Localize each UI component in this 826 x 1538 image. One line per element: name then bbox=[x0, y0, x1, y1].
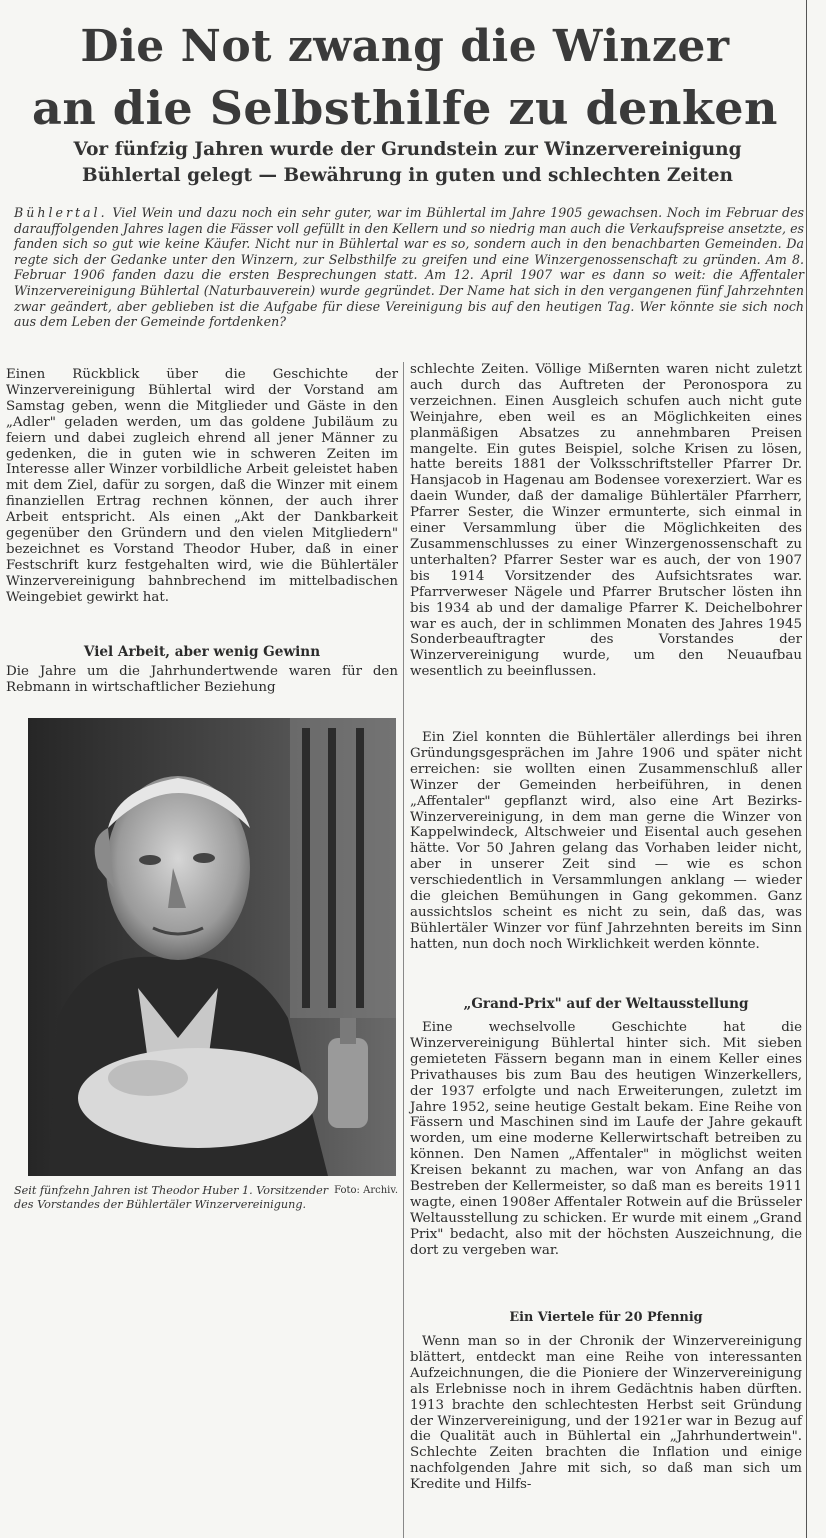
photo-caption bbox=[14, 1184, 398, 1213]
portrait-photo-graphic bbox=[28, 718, 396, 1176]
right-paragraph-2: Ein Ziel konnten die Bühlertäler allerdings bei ihren Gründungsgesprächen im Jahre 1906 und später nicht erreichen: sie wollten einen Zusammenschluß aller Winzer der Gemeinden herbeiführen, in denen „Affentaler" gepflanzt wird, also eine Art Bezirks-Winzervereinigung, in dem man gerne die Winzer von Kappelwindeck, Altschweier und Eisental auch gesehen hätte. Vor 50 Jahren gelang das Vorhaben leider nicht, aber in unserer Zeit sind — wie es schon verschiedentlich in Versammlungen anklang — wieder die gleichen Bemühungen in Gang gekommen. Ganz aussichtslos scheint es nicht zu sein, daß das, was Bühlertäler Winzer vor fünf Jahrzehnten bereits im Sinn hatten, nun doch noch Wirklichkeit werden könnte. bbox=[410, 730, 802, 952]
lead-text: Viel Wein und dazu noch ein sehr guter, war im Bühlertal im Jahre 1905 gewachsen. Noch im Februar des darauffolgenden Jahres lagen die Fässer voll gefüllt in den Kellern und so niedrig man auch die Verkaufspreise ansetzte, es fanden sich so gut wie keine Käufer. Nicht nur in Bühlertal war es so, sondern auch in den benachbarten Gemeinden. Da regte sich der Gedanke unter den Winzern, zur Selbsthilfe zu greifen und eine Winzergenossenschaft zu gründen. Am 8. Februar 1906 fanden dazu die ersten Besprechungen statt. Am 12. April 1907 war es dann so weit: die Affentaler Winzervereinigung Bühlertal (Naturbauverein) wurde gegründet. Der Name hat sich in den vergangenen fünf Jahrzehnten zwar geändert, aber geblieben ist die Aufgabe für diese Vereinigung bis auf den heutigen Tag. Wer könnte sie sich noch aus dem Leben der Gemeinde fortdenken? bbox=[14, 205, 804, 330]
deck-line-1: Vor fünfzig Jahren wurde der Grundstein zur Winzervereinigung bbox=[73, 139, 742, 160]
right-column-rule bbox=[806, 0, 807, 1538]
subhead-viel-arbeit: Viel Arbeit, aber wenig Gewinn bbox=[83, 644, 321, 660]
dateline: Bühlertal. bbox=[14, 205, 108, 220]
subhead-viertele: Ein Viertele für 20 Pfennig bbox=[509, 1310, 703, 1325]
caption-text: Seit fünfzehn Jahren ist Theodor Huber 1. Vorsitzender des Vorstandes der Bühlertäler Winzervereinigung. bbox=[14, 1184, 329, 1212]
headline-line-1: Die Not zwang die Winzer bbox=[80, 21, 730, 72]
portrait-photo bbox=[28, 718, 396, 1176]
subhead-grand-prix: „Grand-Prix" auf der Weltausstellung bbox=[463, 996, 749, 1012]
center-column-rule bbox=[403, 362, 404, 1538]
right-paragraph-3: Eine wechselvolle Geschichte hat die Winzervereinigung Bühlertal hinter sich. Mit sieben gemieteten Fässern begann man in einem Keller eines Privathauses bis zum Bau des heutigen Winzerkellers, der 1937 erfolgte und nach Erweiterungen, zuletzt im Jahre 1952, seine heutige Gestalt bekam. Eine Reihe von Fässern und Maschinen sind im Laufe der Jahre gekauft worden, um eine moderne Kellerwirtschaft betreiben zu können. Den Namen „Affentaler" in möglichst weiten Kreisen bekannt zu machen, war von Anfang an das Bestreben der Kellermeister, so daß man es bereits 1911 wagte, einen 1908er Affentaler Rotwein auf die Brüsseler Weltausstellung zu schicken. Er wurde mit einem „Grand Prix" bedacht, also mit der höchsten Auszeichnung, die dort zu vergeben war. bbox=[410, 1020, 802, 1258]
left-paragraph-1: Einen Rückblick über die Geschichte der Winzervereinigung Bühlertal wird der Vorstand am Samstag geben, wenn die Mitglieder und Gäste in den „Adler" geladen werden, um das goldene Jubiläum zu feiern und dabei zugleich ehrend all jener Männer zu gedenken, die in guten wie in schweren Zeiten im Interesse aller Winzer vorbildliche Arbeit geleistet haben mit dem Ziel, dafür zu sorgen, daß die Winzer mit einem finanziellen Ertrag rechnen können, der auch ihrer Arbeit entspricht. Als einen „Akt der Dankbarkeit gegenüber den Gründern und den vielen Mitgliedern" bezeichnet es Vorstand Theodor Huber, daß in einer Festschrift kurz festgehalten wird, wie die Bühlertäler Winzervereinigung bahnbrechend im mittelbadischen Weingebiet gewirkt hat. bbox=[6, 367, 398, 605]
deck-line-2: Bühlertal gelegt — Bewährung in guten und schlechten Zeiten bbox=[82, 165, 733, 186]
right-paragraph-1: schlechte Zeiten. Völlige Mißernten waren nicht zuletzt auch durch das Auftreten der Peronospora zu verzeichnen. Einen Ausgleich schufen auch nicht gute Weinjahre, eben weil es an Möglichkeiten eines planmäßigen Absatzes zu annehmbaren Preisen mangelte. Ein gutes Beispiel, solche Krisen zu lösen, hatte bereits 1881 der Volksschriftsteller Pfarrer Dr. Hansjacob in Hagenau am Bodensee vorexerziert. War es daein Wunder, daß der damalige Bühlertäler Pfarrherr, Pfarrer Sester, die Winzer ermunterte, sich einmal in einer Versammlung über die Möglichkeiten des Zusammenschlusses zu einer Winzergenossenschaft zu unterhalten? Pfarrer Sester war es auch, der von 1907 bis 1914 Vorsitzender des Aufsichtsrates war. Pfarrverweser Nägele und Pfarrer Brutscher lösten ihn bis 1934 ab und der damalige Pfarrer K. Deichelbohrer war es auch, der in schlimmen Monaten des Jahres 1945 Sonderbeauftragter des Vorstandes der Winzervereinigung wurde, um den Neuaufbau wesentlich zu beeinflussen. bbox=[410, 362, 802, 680]
left-paragraph-2: Die Jahre um die Jahrhundertwende waren für den Rebmann in wirtschaftlicher Beziehung bbox=[6, 664, 398, 695]
photo-credit: Foto: Archiv. bbox=[334, 1185, 398, 1196]
right-paragraph-4: Wenn man so in der Chronik der Winzervereinigung blättert, entdeckt man eine Reihe von interessanten Aufzeichnungen, die die Pioniere der Winzervereinigung als Erlebnisse noch in ihrem Gedächtnis haben dürften. 1913 brachte den schlechtesten Herbst seit Gründung der Winzervereinigung, und der 1921er war in Bezug auf die Qualität auch in Bühlertal ein „Jahrhundertwein". Schlechte Zeiten brachten die Inflation und einige nachfolgenden Jahre mit sich, so daß man sich um Kredite und Hilfs- bbox=[410, 1334, 802, 1493]
lead-paragraph bbox=[14, 205, 804, 330]
headline-line-2: an die Selbsthilfe zu denken bbox=[32, 81, 778, 135]
